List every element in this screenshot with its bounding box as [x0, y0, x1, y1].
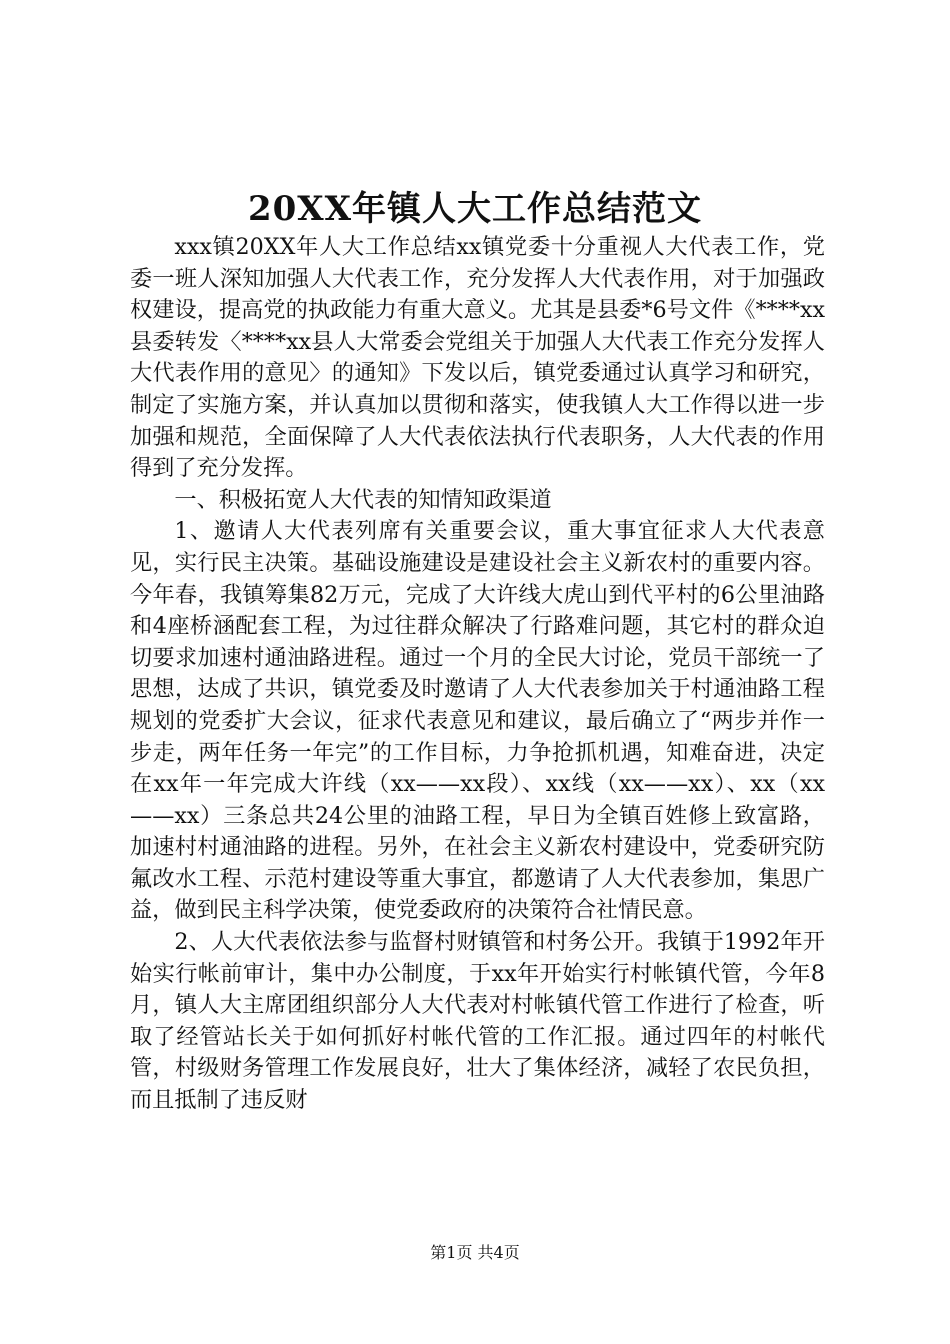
- paragraph-item-2: 2、人大代表依法参与监督村财镇管和村务公开。我镇于1992年开始实行帐前审计，集中办公制度，于xx年开始实行村帐镇代管，今年8月，镇人大主席团组织部分人大代表对村帐镇代管工作进行了检查，听取了经管站长关于如何抓好村帐代管的工作汇报。通过四年的村帐代管，村级财务管理工作发展良好，壮大了集体经济，减轻了农民负担，而且抵制了违反财: [130, 929, 825, 1114]
- document-body: [130, 232, 825, 1117]
- document-title: 20XX年镇人大工作总结范文: [247, 189, 703, 229]
- paragraph-intro: xxx镇20XX年人大工作总结xx镇党委十分重视人大代表工作，党委一班人深知加强人大代表工作，充分发挥人大代表作用，对于加强政权建设，提高党的执政能力有重大意义。尤其是县委*6号文件《****xx县委转发〈****xx县人大常委会党组关于加强人大代表工作充分发挥人大代表作用的意见〉的通知》下发以后，镇党委通过认真学习和研究，制定了实施方案，并认真加以贯彻和落实，使我镇人大工作得以进一步加强和规范，全面保障了人大代表依法执行代表职务，人大代表的作用得到了充分发挥。: [130, 234, 825, 482]
- section-heading: 一、积极拓宽人大代表的知情知政渠道: [174, 486, 552, 513]
- page-number-footer: 第1页 共4页: [430, 1243, 520, 1262]
- paragraph-item-1: 1、邀请人大代表列席有关重要会议，重大事宜征求人大代表意见，实行民主决策。基础设施建设是建设社会主义新农村的重要内容。今年春，我镇筹集82万元，完成了大许线大虎山到代平村的6公里油路和4座桥涵配套工程，为过往群众解决了行路难问题，其它村的群众迫切要求加速村通油路进程。通过一个月的全民大讨论，党员干部统一了思想，达成了共识，镇党委及时邀请了人大代表参加关于村通油路工程规划的党委扩大会议，征求代表意见和建议，最后确立了“两步并作一步走，两年任务一年完”的工作目标，力争抢抓机遇，知难奋进，决定在xx年一年完成大许线（xx——xx段）、xx线（xx——xx）、xx（xx——xx）三条总共24公里的油路工程，早日为全镇百姓修上致富路，加速村村通油路的进程。另外，在社会主义新农村建设中，党委研究防氟改水工程、示范村建设等重大事宜，都邀请了人大代表参加，集思广益，做到民主科学决策，使党委政府的决策符合社情民意。: [130, 518, 825, 924]
